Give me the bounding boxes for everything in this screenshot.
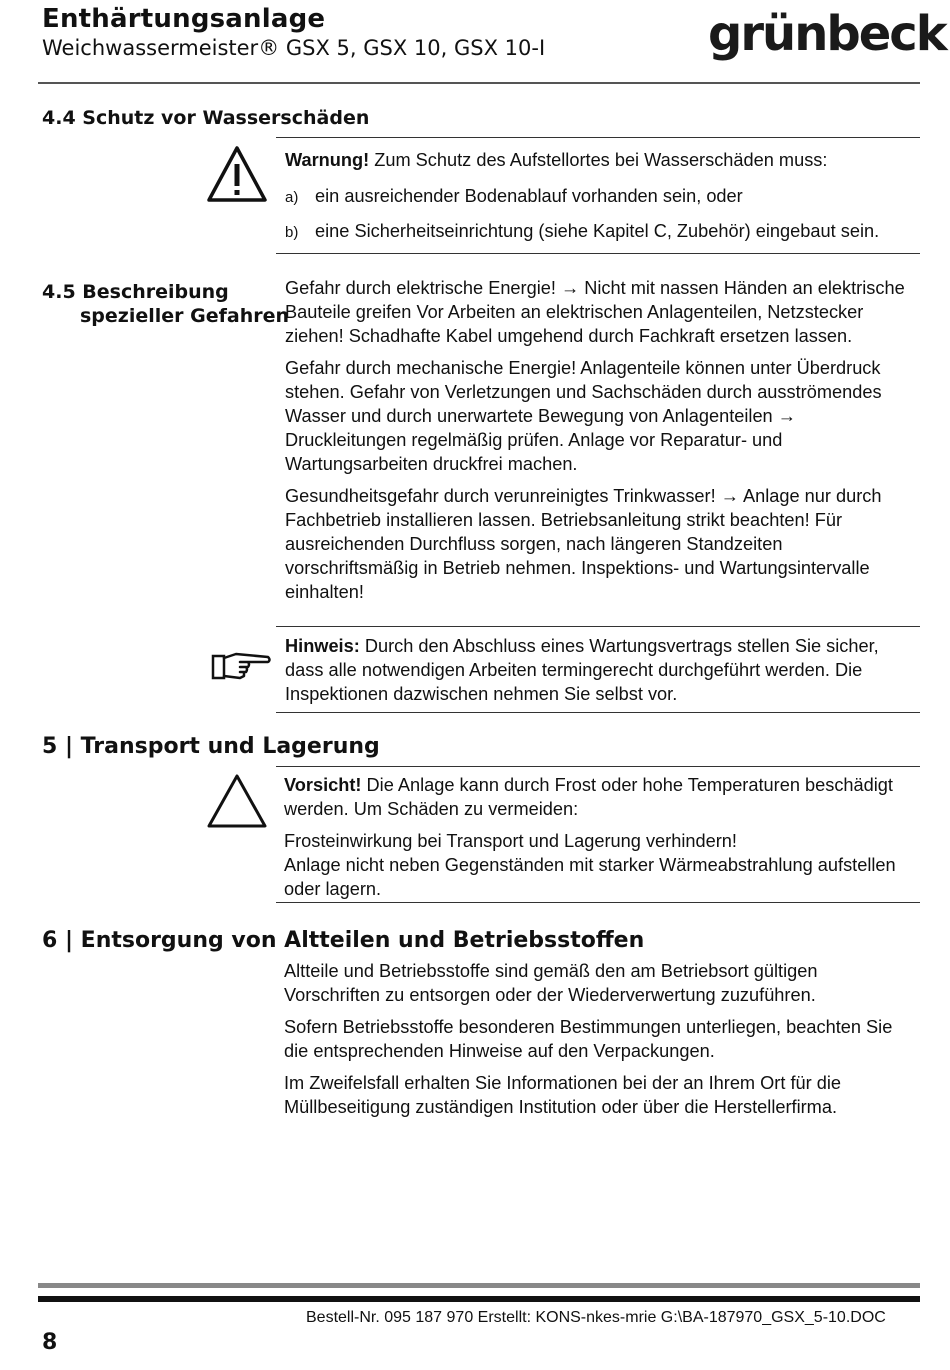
note-text: Durch den Abschluss eines Wartungsvertrags stellen Sie sicher, dass alle notwendigen Arbeiten termingerecht durchgeführt werden. Die Inspektionen dazwischen nehmen Sie selbst vor. xyxy=(285,636,879,704)
note-block xyxy=(285,634,915,706)
warning-label: Warnung! xyxy=(285,150,370,170)
page-subtitle: Weichwassermeister® GSX 5, GSX 10, GSX 10-I xyxy=(42,36,546,60)
page-title: Enthärtungsanlage xyxy=(42,4,326,34)
paragraph: Frosteinwirkung bei Transport und Lagerung verhindern! xyxy=(284,831,737,851)
section-divider xyxy=(276,902,920,903)
list-item-text: ein ausreichender Bodenablauf vorhanden sein, oder xyxy=(315,186,743,206)
list-item xyxy=(285,186,743,207)
note-label: Hinweis: xyxy=(285,636,360,656)
section-heading-4-4: 4.4 Schutz vor Wasserschäden xyxy=(42,107,370,129)
section-heading-4-5: 4.5 Beschreibung xyxy=(42,281,229,303)
caution-icon xyxy=(206,772,268,830)
paragraph: Im Zweifelsfall erhalten Sie Informationen bei der an Ihrem Ort für die Müllbeseitigung zuständigen Institution oder über die Herstellerfirma. xyxy=(284,1073,841,1117)
footer-rule xyxy=(38,1283,920,1288)
list-marker: b) xyxy=(285,224,299,241)
warning-block xyxy=(285,148,915,172)
header-rule xyxy=(38,82,920,84)
section-divider xyxy=(276,766,920,767)
logo-text: grünbeck xyxy=(708,6,946,62)
warning-text: Zum Schutz des Aufstellortes bei Wasserschäden muss: xyxy=(369,150,828,170)
paragraph: Gefahr durch elektrische Energie! → Nicht mit nassen Händen an elektrische Bauteile greifen Vor Arbeiten an elektrischen Anlagenteilen, Netzstecker ziehen! Schadhafte Kabel umgehend durch Fachkraft ersetzen lassen. xyxy=(285,278,905,346)
list-item-text: eine Sicherheitseinrichtung (siehe Kapitel C, Zubehör) eingebaut sein. xyxy=(315,221,880,241)
disposal-description xyxy=(284,959,914,1119)
chapter-heading-6: 6 | Entsorgung von Altteilen und Betriebsstoffen xyxy=(42,928,645,953)
section-divider xyxy=(276,626,920,627)
warning-icon xyxy=(206,144,268,204)
page-number: 8 xyxy=(42,1330,58,1355)
caution-label: Vorsicht! xyxy=(284,775,362,795)
paragraph: Anlage nicht neben Gegenständen mit starker Wärmeabstrahlung aufstellen oder lagern. xyxy=(284,855,896,899)
list-item xyxy=(285,221,879,242)
section-divider xyxy=(276,712,920,713)
paragraph: Sofern Betriebsstoffe besonderen Bestimmungen unterliegen, beachten Sie die entsprechenden Hinweise auf den Verpackungen. xyxy=(284,1017,893,1061)
paragraph: Gefahr durch mechanische Energie! Anlagenteile können unter Überdruck stehen. Gefahr von Verletzungen und Sachschäden durch ausströmendes Wasser und durch unerwartete Bewegung von Anlagenteilen → Druckleitungen regelmäßig prüfen. Anlage vor Reparatur- und Wartungsarbeiten druckfrei machen. xyxy=(285,358,882,474)
gruenbeck-logo xyxy=(706,6,946,68)
caution-block xyxy=(284,773,914,901)
pointing-hand-icon xyxy=(210,648,272,682)
hazard-description xyxy=(285,276,915,604)
section-divider xyxy=(276,253,920,254)
caution-text: Die Anlage kann durch Frost oder hohe Temperaturen beschädigt werden. Um Schäden zu vermeiden: xyxy=(284,775,893,819)
paragraph: Gesundheitsgefahr durch verunreinigtes Trinkwasser! → Anlage nur durch Fachbetrieb installieren lassen. Betriebsanleitung strikt beachten! Für ausreichenden Durchfluss sorgen, nach längeren Standzeiten vorschriftsmäßig in Betrieb nehmen. Inspektions- und Wartungsintervalle einhalten! xyxy=(285,486,882,602)
chapter-heading-5: 5 | Transport und Lagerung xyxy=(42,734,380,759)
section-heading-4-5-line2: spezieller Gefahren xyxy=(80,305,290,327)
footer-order-info: Bestell-Nr. 095 187 970 Erstellt: KONS-nkes-mrie G:\BA-187970_GSX_5-10.DOC xyxy=(306,1309,886,1326)
section-divider xyxy=(276,137,920,138)
paragraph: Altteile und Betriebsstoffe sind gemäß den am Betriebsort gültigen Vorschriften zu entsorgen oder der Wiederverwertung zuzuführen. xyxy=(284,961,818,1005)
list-marker: a) xyxy=(285,189,299,206)
footer-rule-thick xyxy=(38,1296,920,1302)
